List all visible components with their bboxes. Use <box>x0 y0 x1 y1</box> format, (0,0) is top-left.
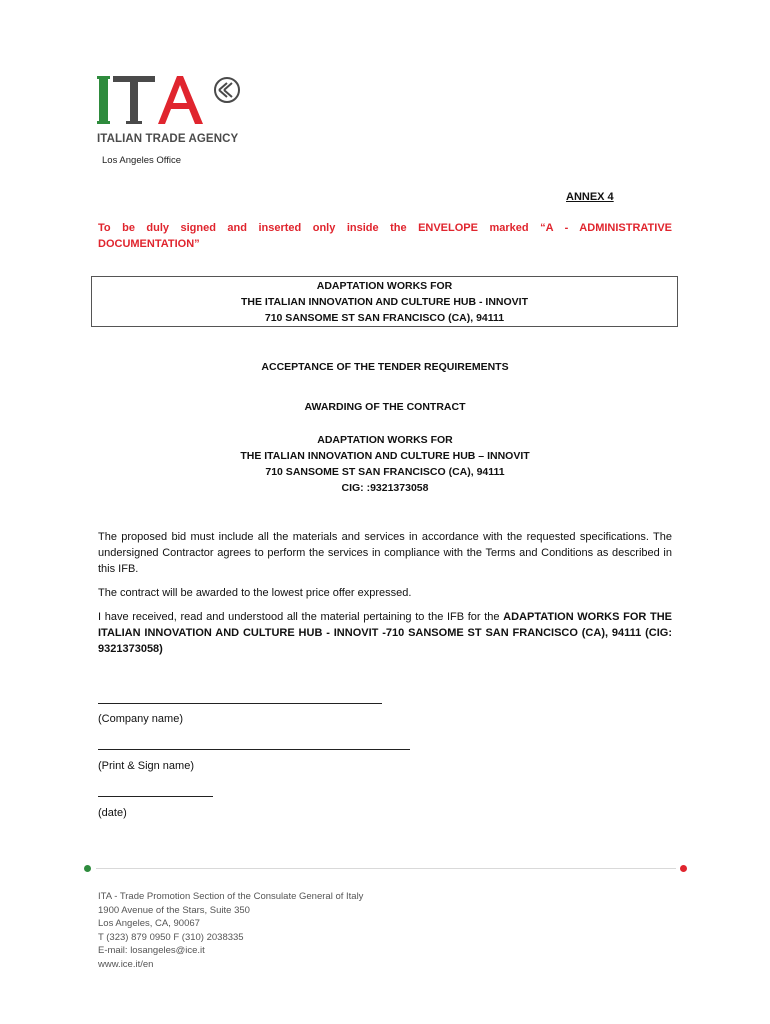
date-line <box>98 796 213 797</box>
project-line-1: ADAPTATION WORKS FOR <box>317 434 453 446</box>
annex-label: ANNEX 4 <box>566 191 614 203</box>
project-box <box>91 276 678 327</box>
box-line-3: 710 SANSOME ST SAN FRANCISCO (CA), 94111 <box>264 312 505 324</box>
acknowledgement-text: I have received, read and understood all the material pertaining to the IFB for the <box>98 611 504 623</box>
paragraph-bid-requirements: The proposed bid must include all the materials and services in accordance with the requested specifications. The undersigned Contractor agrees to perform the services in compliance with the Terms and Conditions as described in this IFB. <box>98 531 672 575</box>
box-line-2: THE ITALIAN INNOVATION AND CULTURE HUB - INNOVIT <box>241 296 528 308</box>
footer-line-2: 1900 Avenue of the Stars, Suite 350 <box>98 904 250 916</box>
project-cig: CIG: :9321373058 <box>341 482 429 494</box>
print-sign-label: (Print & Sign name) <box>98 760 194 772</box>
footer-phone: T (323) 879 0950 F (310) 2038335 <box>98 931 244 943</box>
instruction-line-1: To be duly signed and inserted only inside the ENVELOPE marked “A - ADMINISTRATIVE <box>98 222 672 234</box>
footer-divider <box>96 868 676 869</box>
green-dot <box>84 865 91 872</box>
footer-line-3: Los Angeles, CA, 90067 <box>98 918 200 929</box>
paragraph-acknowledgement <box>98 609 672 657</box>
date-label: (date) <box>98 807 127 819</box>
company-name-line <box>98 703 382 704</box>
paragraph-award: The contract will be awarded to the lowest price offer expressed. <box>98 587 412 599</box>
project-line-2: THE ITALIAN INNOVATION AND CULTURE HUB – INNOVIT <box>240 450 530 462</box>
instruction-line-2: DOCUMENTATION” <box>98 238 200 250</box>
office-label: Los Angeles Office <box>102 155 182 166</box>
awarding-title: AWARDING OF THE CONTRACT <box>304 401 466 413</box>
box-line-1: ADAPTATION WORKS FOR <box>316 280 453 292</box>
footer-website: www.ice.it/en <box>98 958 154 970</box>
project-line-3: 710 SANSOME ST SAN FRANCISCO (CA), 94111 <box>265 466 505 478</box>
print-sign-line <box>98 749 410 750</box>
footer-contact <box>98 890 363 971</box>
envelope-instruction <box>98 220 672 252</box>
company-name-label: (Company name) <box>98 713 183 725</box>
agency-name: ITALIAN TRADE AGENCY <box>97 133 239 145</box>
acceptance-title: ACCEPTANCE OF THE TENDER REQUIREMENTS <box>261 361 509 373</box>
footer-email: E-mail: losangeles@ice.it <box>98 945 205 956</box>
acknowledgement-project: ADAPTATION WORKS FOR THE ITALIAN INNOVATION AND CULTURE HUB - INNOVIT -710 SANSOME ST SAN FRANCISCO (CA), 94111 (CIG: 9321373058) <box>98 611 672 655</box>
footer-line-1: ITA - Trade Promotion Section of the Consulate General of Italy <box>98 891 364 902</box>
red-dot <box>680 865 687 872</box>
